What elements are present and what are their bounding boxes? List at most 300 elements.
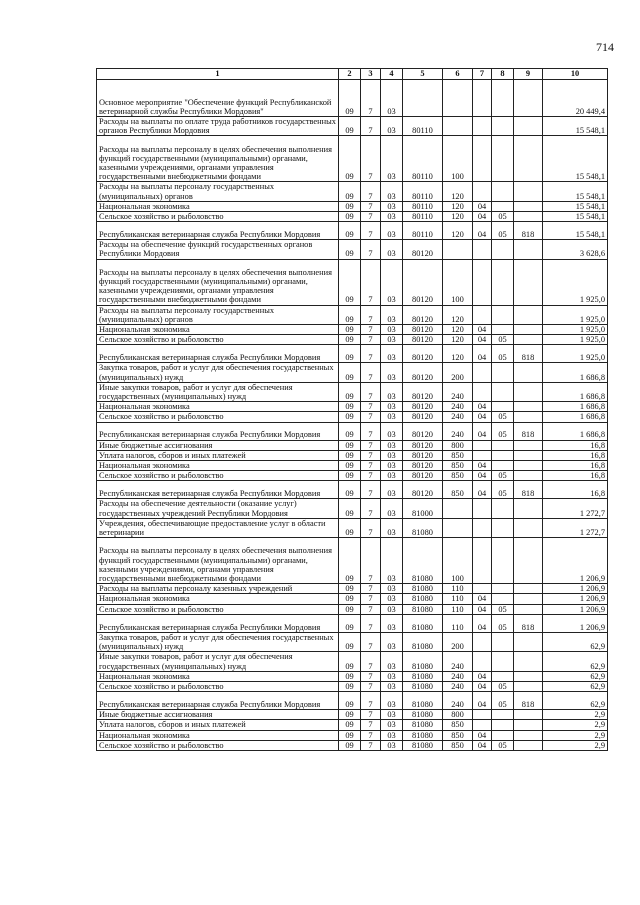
code-subprogram: 03	[381, 117, 403, 136]
code-direction: 81080	[403, 518, 443, 537]
code-section	[473, 632, 492, 651]
code-section	[473, 305, 492, 324]
code-direction: 80110	[403, 201, 443, 211]
code-expense-type: 110	[443, 604, 473, 614]
code-program: 7	[361, 325, 381, 335]
code-expense-type: 120	[443, 325, 473, 335]
code-subprogram: 03	[381, 80, 403, 117]
code-administrator	[514, 80, 543, 117]
code-program: 7	[361, 201, 381, 211]
code-program: 7	[361, 80, 381, 117]
row-name: Расходы на выплаты персоналу государственных (муниципальных) органов	[97, 305, 339, 324]
code-subprogram: 03	[381, 720, 403, 730]
code-expense-type: 800	[443, 710, 473, 720]
code-expense-type: 120	[443, 222, 473, 240]
row-amount: 15 548,1	[543, 136, 608, 182]
column-header-4: 4	[381, 69, 403, 80]
table-row	[97, 201, 608, 211]
row-name: Закупка товаров, работ и услуг для обеспечения государственных (муниципальных) нужд	[97, 632, 339, 651]
table-row	[97, 117, 608, 136]
code-direction: 80110	[403, 136, 443, 182]
code-ministry: 09	[339, 240, 361, 259]
table-row	[97, 80, 608, 117]
code-subsection	[492, 538, 514, 584]
code-ministry: 09	[339, 461, 361, 471]
code-subprogram: 03	[381, 594, 403, 604]
code-direction: 81080	[403, 692, 443, 710]
table-row	[97, 604, 608, 614]
row-amount: 15 548,1	[543, 182, 608, 201]
row-amount: 15 548,1	[543, 201, 608, 211]
code-ministry: 09	[339, 710, 361, 720]
code-ministry: 09	[339, 382, 361, 401]
row-name: Национальная экономика	[97, 730, 339, 740]
row-amount: 1 925,0	[543, 325, 608, 335]
code-administrator	[514, 412, 543, 422]
row-amount: 1 206,9	[543, 604, 608, 614]
code-ministry: 09	[339, 305, 361, 324]
code-program: 7	[361, 402, 381, 412]
row-name: Иные закупки товаров, работ и услуг для обеспечения государственных (муниципальных) нужд	[97, 652, 339, 671]
code-expense-type: 850	[443, 740, 473, 750]
code-administrator	[514, 538, 543, 584]
code-subprogram: 03	[381, 201, 403, 211]
code-administrator: 818	[514, 481, 543, 499]
table-row	[97, 710, 608, 720]
row-name: Сельское хозяйство и рыболовство	[97, 604, 339, 614]
code-administrator	[514, 499, 543, 518]
row-name: Республиканская ветеринарная служба Республики Мордовия	[97, 222, 339, 240]
code-program: 7	[361, 604, 381, 614]
code-ministry: 09	[339, 614, 361, 632]
code-section: 04	[473, 212, 492, 222]
code-direction: 81080	[403, 740, 443, 750]
code-administrator	[514, 604, 543, 614]
code-expense-type	[443, 80, 473, 117]
table-row	[97, 363, 608, 382]
row-name: Республиканская ветеринарная служба Республики Мордовия	[97, 481, 339, 499]
row-name: Учреждения, обеспечивающие предоставление услуг в области ветеринарии	[97, 518, 339, 537]
code-program: 7	[361, 222, 381, 240]
code-subsection	[492, 518, 514, 537]
code-program: 7	[361, 182, 381, 201]
row-name: Национальная экономика	[97, 325, 339, 335]
code-subsection	[492, 382, 514, 401]
table-row	[97, 499, 608, 518]
column-header-5: 5	[403, 69, 443, 80]
code-section	[473, 720, 492, 730]
code-direction: 80120	[403, 345, 443, 363]
code-expense-type: 120	[443, 305, 473, 324]
table-row	[97, 594, 608, 604]
code-program: 7	[361, 518, 381, 537]
code-subprogram: 03	[381, 412, 403, 422]
code-subprogram: 03	[381, 652, 403, 671]
code-expense-type: 240	[443, 422, 473, 440]
table-row	[97, 652, 608, 671]
code-direction: 80120	[403, 461, 443, 471]
code-administrator	[514, 450, 543, 460]
code-program: 7	[361, 710, 381, 720]
row-amount: 20 449,4	[543, 80, 608, 117]
code-subprogram: 03	[381, 584, 403, 594]
code-subsection: 05	[492, 422, 514, 440]
table-row	[97, 681, 608, 691]
code-subprogram: 03	[381, 499, 403, 518]
row-amount: 1 206,9	[543, 614, 608, 632]
code-program: 7	[361, 117, 381, 136]
table-row	[97, 402, 608, 412]
code-expense-type: 120	[443, 335, 473, 345]
code-direction: 81080	[403, 671, 443, 681]
code-direction: 80110	[403, 182, 443, 201]
code-direction: 81080	[403, 594, 443, 604]
code-direction: 81080	[403, 604, 443, 614]
code-ministry: 09	[339, 720, 361, 730]
table-row	[97, 182, 608, 201]
code-direction: 80120	[403, 440, 443, 450]
row-amount: 62,9	[543, 671, 608, 681]
code-subsection	[492, 499, 514, 518]
code-ministry: 09	[339, 652, 361, 671]
table-row	[97, 345, 608, 363]
code-program: 7	[361, 740, 381, 750]
code-program: 7	[361, 692, 381, 710]
code-program: 7	[361, 632, 381, 651]
code-direction: 80110	[403, 212, 443, 222]
row-amount: 2,9	[543, 720, 608, 730]
code-ministry: 09	[339, 335, 361, 345]
code-ministry: 09	[339, 325, 361, 335]
code-ministry: 09	[339, 136, 361, 182]
code-administrator	[514, 720, 543, 730]
code-administrator	[514, 382, 543, 401]
code-section: 04	[473, 604, 492, 614]
row-amount: 1 206,9	[543, 538, 608, 584]
code-direction: 81080	[403, 720, 443, 730]
code-direction: 80120	[403, 335, 443, 345]
row-name: Республиканская ветеринарная служба Республики Мордовия	[97, 692, 339, 710]
code-expense-type: 240	[443, 412, 473, 422]
code-administrator: 818	[514, 422, 543, 440]
code-program: 7	[361, 584, 381, 594]
code-expense-type: 120	[443, 201, 473, 211]
code-administrator	[514, 201, 543, 211]
code-section: 04	[473, 201, 492, 211]
code-subprogram: 03	[381, 259, 403, 305]
code-subprogram: 03	[381, 136, 403, 182]
table-row	[97, 305, 608, 324]
code-expense-type	[443, 499, 473, 518]
row-amount: 62,9	[543, 632, 608, 651]
code-section	[473, 538, 492, 584]
code-administrator	[514, 136, 543, 182]
code-expense-type: 240	[443, 382, 473, 401]
code-subsection	[492, 450, 514, 460]
code-subsection	[492, 182, 514, 201]
row-name: Основное мероприятие "Обеспечение функций Республиканской ветеринарной службы Республики Мордовия"	[97, 80, 339, 117]
code-expense-type: 100	[443, 136, 473, 182]
table-row	[97, 614, 608, 632]
row-amount: 15 548,1	[543, 117, 608, 136]
code-program: 7	[361, 363, 381, 382]
code-subsection: 05	[492, 481, 514, 499]
column-header-6: 6	[443, 69, 473, 80]
code-section: 04	[473, 681, 492, 691]
code-ministry: 09	[339, 632, 361, 651]
code-program: 7	[361, 594, 381, 604]
code-program: 7	[361, 305, 381, 324]
code-direction: 81080	[403, 614, 443, 632]
row-name: Расходы на обеспечение функций государственных органов Республики Мордовия	[97, 240, 339, 259]
table-row	[97, 325, 608, 335]
code-program: 7	[361, 614, 381, 632]
code-section	[473, 240, 492, 259]
code-subprogram: 03	[381, 614, 403, 632]
code-section: 04	[473, 345, 492, 363]
row-name: Иные бюджетные ассигнования	[97, 710, 339, 720]
code-direction: 80120	[403, 450, 443, 460]
code-administrator	[514, 335, 543, 345]
row-amount: 62,9	[543, 692, 608, 710]
code-subprogram: 03	[381, 345, 403, 363]
row-name: Иные закупки товаров, работ и услуг для обеспечения государственных (муниципальных) нужд	[97, 382, 339, 401]
code-program: 7	[361, 382, 381, 401]
code-subprogram: 03	[381, 481, 403, 499]
row-name: Республиканская ветеринарная служба Республики Мордовия	[97, 614, 339, 632]
row-name: Расходы на выплаты персоналу государственных (муниципальных) органов	[97, 182, 339, 201]
row-amount: 16,8	[543, 450, 608, 460]
code-direction: 81080	[403, 710, 443, 720]
row-amount: 1 686,8	[543, 382, 608, 401]
code-subsection: 05	[492, 471, 514, 481]
code-subsection: 05	[492, 345, 514, 363]
code-subsection	[492, 584, 514, 594]
row-amount: 1 686,8	[543, 402, 608, 412]
table-row	[97, 692, 608, 710]
row-amount: 16,8	[543, 461, 608, 471]
table-row	[97, 222, 608, 240]
code-expense-type	[443, 518, 473, 537]
code-expense-type: 120	[443, 212, 473, 222]
table-row	[97, 584, 608, 594]
code-program: 7	[361, 481, 381, 499]
code-subprogram: 03	[381, 692, 403, 710]
code-ministry: 09	[339, 80, 361, 117]
code-direction: 80110	[403, 222, 443, 240]
table-row	[97, 730, 608, 740]
code-ministry: 09	[339, 345, 361, 363]
column-header-9: 9	[514, 69, 543, 80]
code-subprogram: 03	[381, 671, 403, 681]
code-subsection	[492, 201, 514, 211]
code-subprogram: 03	[381, 363, 403, 382]
code-ministry: 09	[339, 450, 361, 460]
column-header-1: 1	[97, 69, 339, 80]
code-expense-type: 240	[443, 402, 473, 412]
code-subsection: 05	[492, 222, 514, 240]
code-section: 04	[473, 614, 492, 632]
code-expense-type	[443, 117, 473, 136]
row-amount: 15 548,1	[543, 212, 608, 222]
code-subsection	[492, 440, 514, 450]
code-ministry: 09	[339, 584, 361, 594]
code-administrator	[514, 740, 543, 750]
code-ministry: 09	[339, 471, 361, 481]
code-direction: 81080	[403, 652, 443, 671]
code-section	[473, 440, 492, 450]
code-administrator	[514, 652, 543, 671]
code-direction: 81080	[403, 538, 443, 584]
code-section: 04	[473, 335, 492, 345]
code-section: 04	[473, 740, 492, 750]
code-program: 7	[361, 681, 381, 691]
code-ministry: 09	[339, 692, 361, 710]
column-header-7: 7	[473, 69, 492, 80]
code-section	[473, 182, 492, 201]
code-section: 04	[473, 412, 492, 422]
row-amount: 15 548,1	[543, 222, 608, 240]
code-program: 7	[361, 652, 381, 671]
code-direction: 80120	[403, 259, 443, 305]
code-section: 04	[473, 730, 492, 740]
code-direction: 80120	[403, 305, 443, 324]
code-administrator	[514, 632, 543, 651]
code-subsection	[492, 363, 514, 382]
code-ministry: 09	[339, 212, 361, 222]
table-row	[97, 422, 608, 440]
code-program: 7	[361, 136, 381, 182]
row-name: Республиканская ветеринарная служба Республики Мордовия	[97, 422, 339, 440]
code-program: 7	[361, 450, 381, 460]
code-program: 7	[361, 345, 381, 363]
row-amount: 1 925,0	[543, 335, 608, 345]
code-section: 04	[473, 594, 492, 604]
code-expense-type: 850	[443, 481, 473, 499]
code-subprogram: 03	[381, 538, 403, 584]
code-administrator	[514, 584, 543, 594]
code-administrator: 818	[514, 614, 543, 632]
code-section: 04	[473, 422, 492, 440]
code-subsection: 05	[492, 412, 514, 422]
code-subsection	[492, 671, 514, 681]
code-direction	[403, 80, 443, 117]
code-section: 04	[473, 481, 492, 499]
code-administrator	[514, 259, 543, 305]
code-direction: 80120	[403, 240, 443, 259]
code-subprogram: 03	[381, 710, 403, 720]
code-ministry: 09	[339, 222, 361, 240]
code-section	[473, 382, 492, 401]
code-expense-type: 110	[443, 614, 473, 632]
code-administrator	[514, 305, 543, 324]
row-name: Иные бюджетные ассигнования	[97, 440, 339, 450]
code-section	[473, 80, 492, 117]
code-ministry: 09	[339, 259, 361, 305]
row-amount: 1 686,8	[543, 412, 608, 422]
code-administrator	[514, 594, 543, 604]
row-amount: 1 686,8	[543, 363, 608, 382]
row-amount: 16,8	[543, 471, 608, 481]
row-name: Национальная экономика	[97, 594, 339, 604]
table-row	[97, 412, 608, 422]
code-program: 7	[361, 730, 381, 740]
code-subprogram: 03	[381, 450, 403, 460]
code-subsection	[492, 632, 514, 651]
row-name: Сельское хозяйство и рыболовство	[97, 335, 339, 345]
table-row	[97, 632, 608, 651]
code-subsection	[492, 240, 514, 259]
code-subsection: 05	[492, 335, 514, 345]
code-administrator: 818	[514, 222, 543, 240]
code-program: 7	[361, 259, 381, 305]
row-amount: 2,9	[543, 730, 608, 740]
code-expense-type: 200	[443, 363, 473, 382]
column-header-8: 8	[492, 69, 514, 80]
code-subprogram: 03	[381, 382, 403, 401]
code-program: 7	[361, 471, 381, 481]
code-program: 7	[361, 720, 381, 730]
code-administrator	[514, 730, 543, 740]
code-ministry: 09	[339, 594, 361, 604]
code-program: 7	[361, 499, 381, 518]
code-section	[473, 117, 492, 136]
code-administrator	[514, 461, 543, 471]
row-amount: 16,8	[543, 481, 608, 499]
code-administrator	[514, 710, 543, 720]
code-subsection	[492, 402, 514, 412]
row-name: Сельское хозяйство и рыболовство	[97, 740, 339, 750]
code-administrator	[514, 117, 543, 136]
code-subsection	[492, 305, 514, 324]
row-amount: 1 272,7	[543, 499, 608, 518]
code-administrator	[514, 325, 543, 335]
code-expense-type: 100	[443, 538, 473, 584]
code-expense-type: 110	[443, 594, 473, 604]
code-direction: 80120	[403, 481, 443, 499]
code-subprogram: 03	[381, 604, 403, 614]
budget-table	[96, 68, 608, 751]
code-ministry: 09	[339, 604, 361, 614]
row-name: Расходы на выплаты персоналу в целях обеспечения выполнения функций государственными (муниципальными) органами, казенными учреждениями, органами управления государственными внебюджетными фондами	[97, 538, 339, 584]
code-subsection	[492, 325, 514, 335]
code-subsection	[492, 652, 514, 671]
table-row	[97, 136, 608, 182]
code-subprogram: 03	[381, 402, 403, 412]
code-administrator	[514, 440, 543, 450]
code-subsection	[492, 594, 514, 604]
row-name: Уплата налогов, сборов и иных платежей	[97, 720, 339, 730]
table-row	[97, 450, 608, 460]
code-subsection: 05	[492, 692, 514, 710]
code-direction: 80120	[403, 422, 443, 440]
code-administrator	[514, 182, 543, 201]
row-name: Сельское хозяйство и рыболовство	[97, 212, 339, 222]
code-direction: 80120	[403, 412, 443, 422]
code-section	[473, 450, 492, 460]
row-name: Республиканская ветеринарная служба Республики Мордовия	[97, 345, 339, 363]
code-section	[473, 518, 492, 537]
code-subprogram: 03	[381, 325, 403, 335]
code-ministry: 09	[339, 681, 361, 691]
code-program: 7	[361, 538, 381, 584]
code-ministry: 09	[339, 422, 361, 440]
row-name: Национальная экономика	[97, 461, 339, 471]
code-ministry: 09	[339, 182, 361, 201]
code-subsection	[492, 259, 514, 305]
row-amount: 16,8	[543, 440, 608, 450]
code-section	[473, 136, 492, 182]
